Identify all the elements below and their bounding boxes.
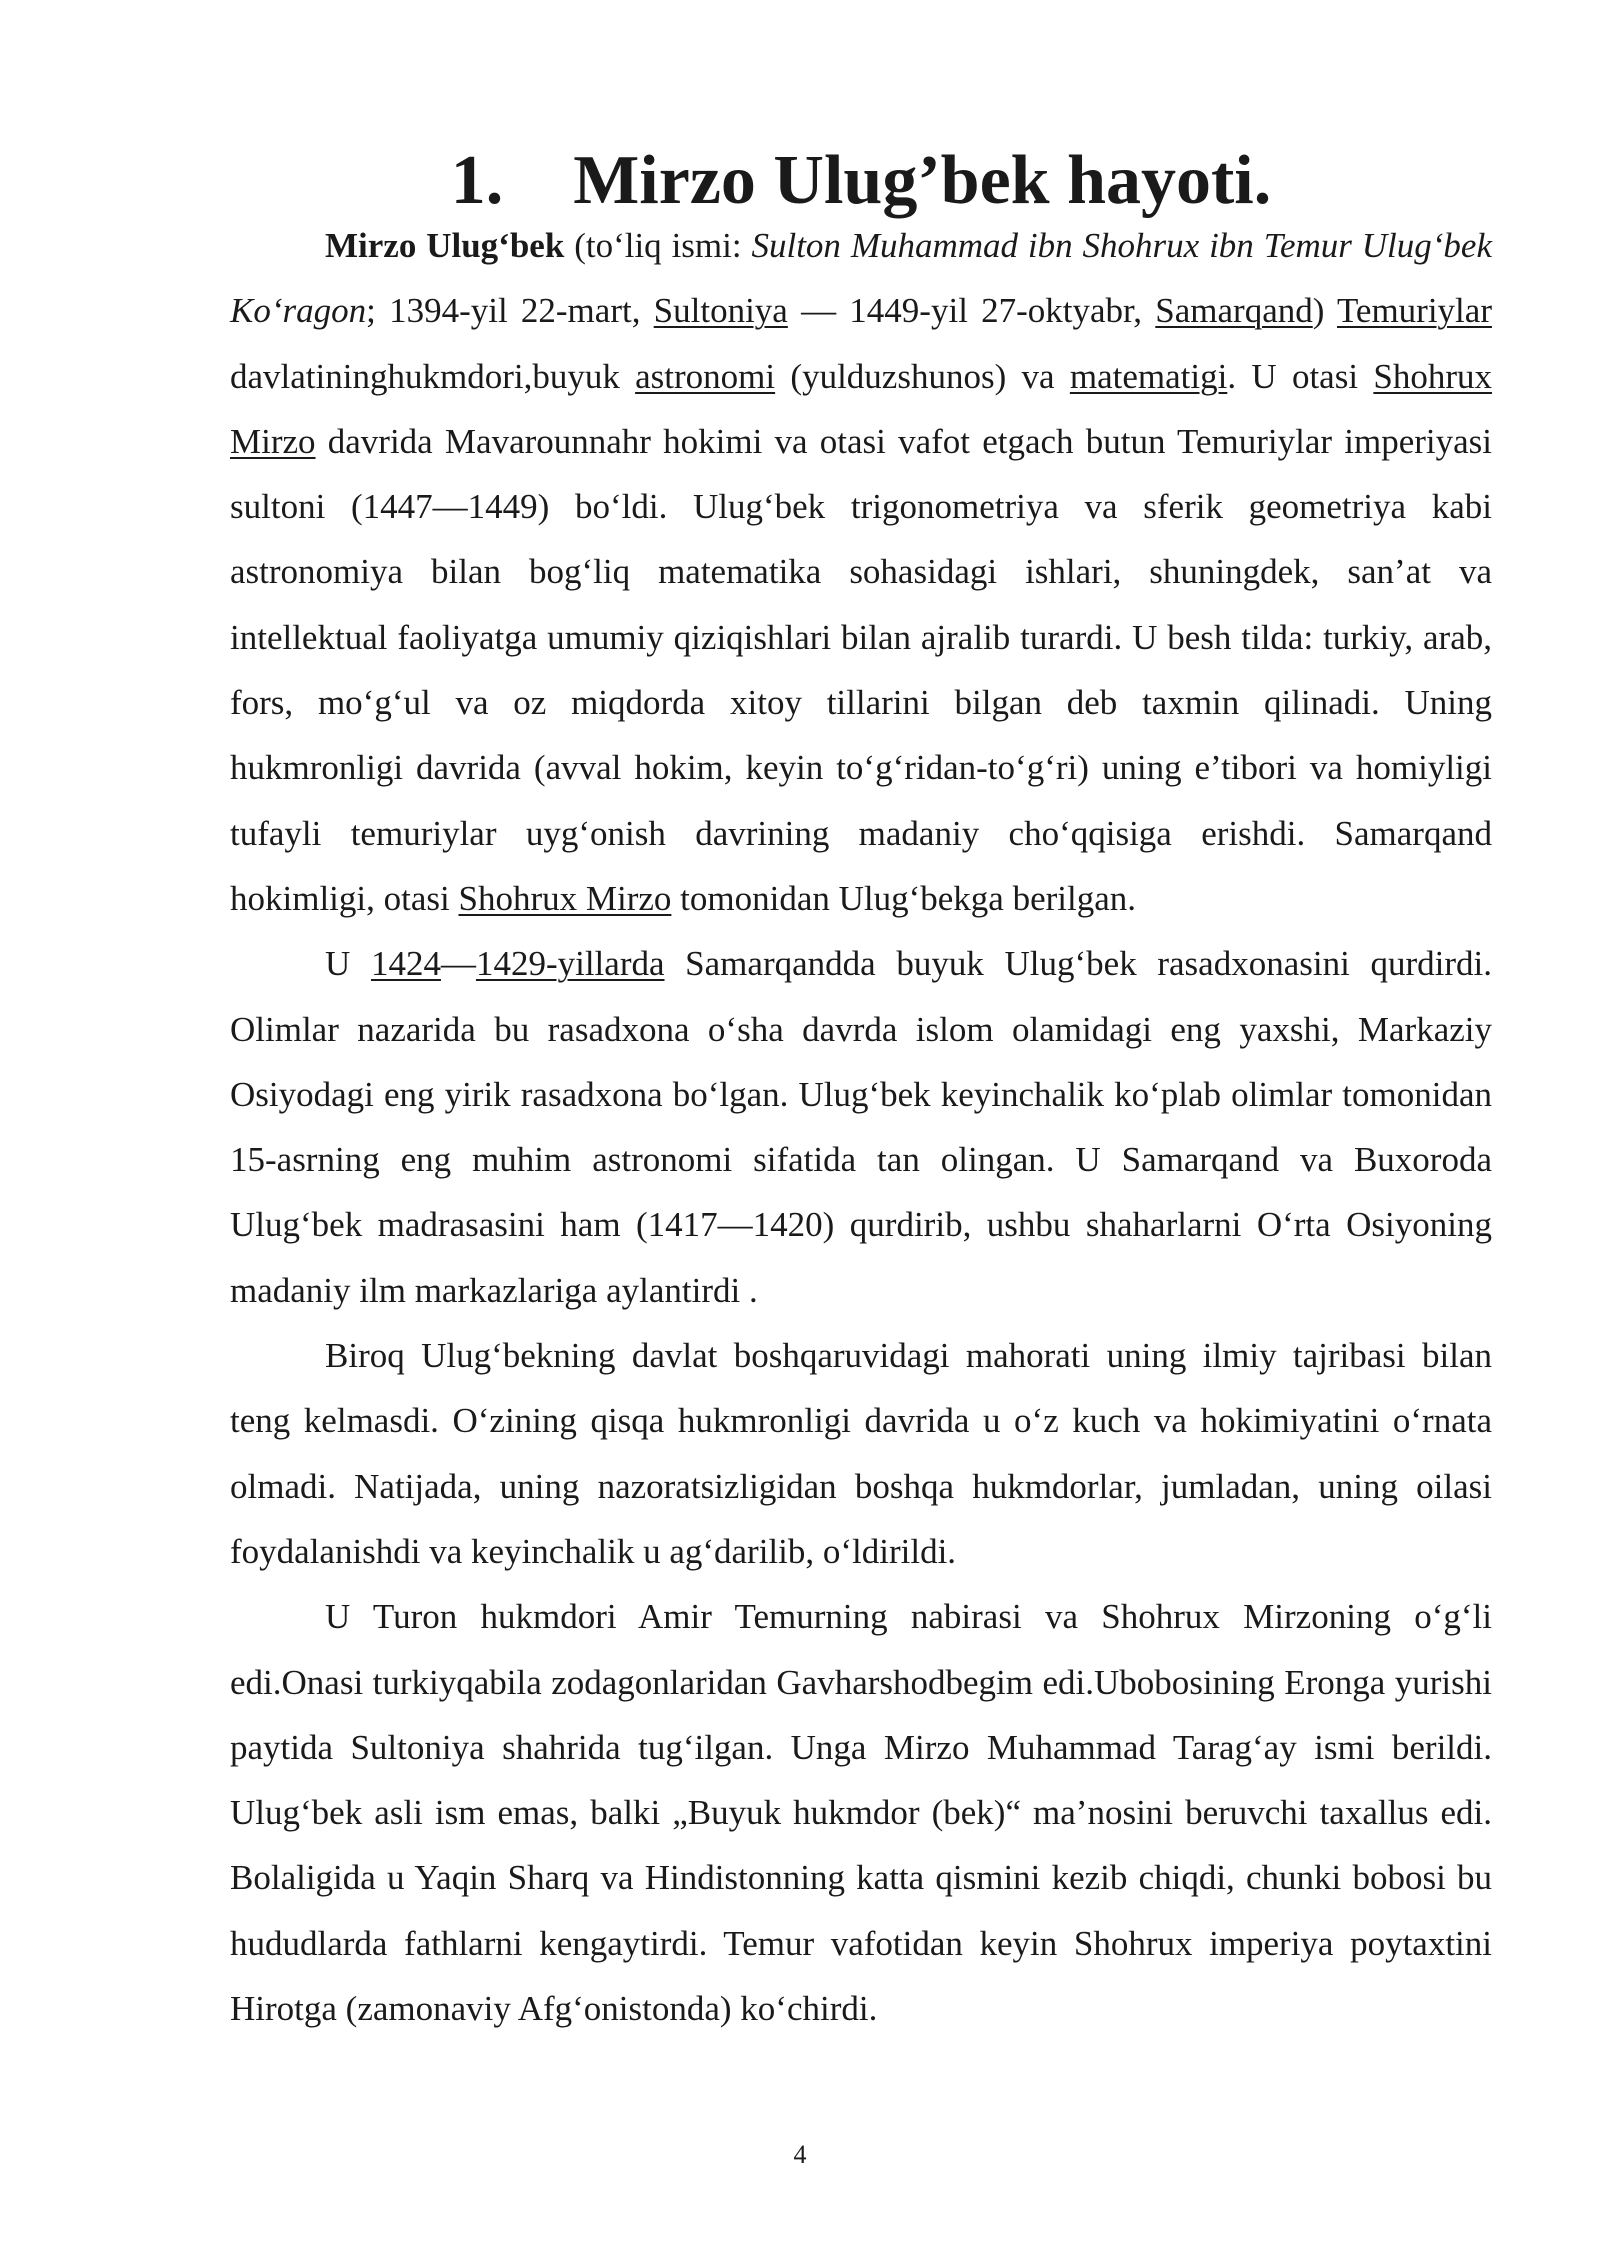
section-title: Mirzo Ulug’bek hayoti. — [573, 142, 1272, 219]
hyperlink[interactable]: 1424 — [370, 944, 441, 984]
section-number: 1. — [450, 142, 504, 219]
page-number: 4 — [793, 2140, 807, 2169]
text-run: tomonidan Ulug‘bekga berilgan. — [671, 878, 1136, 918]
text-run: U Turon hukmdori Amir Temurning nabirasi va Shohrux Mirzoning o‘g‘li edi.Onasi turkiyqabila zodagonlaridan Gavharshodbegim edi.Ubobosining Eronga yurishi paytida Sultoniya shahrida tug‘ilgan. Unga Mirzo Muhammad Tarag‘ay ismi berildi. Ulug‘bek asli ism emas, balki „Buyuk hukmdor (bek)“ ma’nosini beruvchi taxallus edi. Bolaligida u Yaqin Sharq va Hindistonning katta qismini kezib chiqdi, chunki bobosi bu hududlarda fathlarni kengaytirdi. Temur vafotidan keyin Shohrux imperiya poytaxtini Hirotga (zamonaviy Afg‘onistonda) ko‘chirdi. — [230, 1597, 1492, 2029]
italic-text: Sulton Muhammad ibn Shohrux ibn Temur Ulug‘bek Ko‘ragon — [230, 226, 1492, 331]
bold-text: Mirzo Ulug‘bek — [325, 226, 565, 265]
text-run: U — [325, 944, 371, 984]
text-run: Biroq Ulug‘bekning davlat boshqaruvidagi mahorati uning ilmiy tajribasi bilan teng kelmasdi. O‘zining qisqa hukmronligi davrida u o‘z kuch va hokimiyatini o‘rnata olmadi. Natijada, uning nazoratsizligidan boshqa hukmdorlar, jumladan, uning oilasi foydalanishdi va keyinchalik u ag‘darilib, o‘ldirildi. — [230, 1336, 1492, 1571]
text-run: — 1449-yil 27-oktyabr, — [787, 291, 1156, 331]
paragraph — [230, 931, 1492, 1323]
hyperlink[interactable]: Samarqand — [1155, 291, 1313, 331]
section-heading — [230, 142, 1492, 219]
text-run: davlatininghukmdori,buyuk — [230, 356, 636, 396]
hyperlink[interactable]: Shohrux Mirzo — [458, 878, 672, 918]
text-run: (yulduzshunos) va — [775, 356, 1070, 396]
paragraph — [230, 1323, 1492, 1584]
hyperlink[interactable]: Temuriylar — [1336, 291, 1492, 331]
text-run: — — [440, 944, 476, 984]
text-run: (to‘liq ismi: — [564, 226, 752, 265]
hyperlink[interactable]: Shohrux Mirzo — [230, 356, 1492, 461]
hyperlink[interactable]: Sultoniya — [653, 291, 788, 331]
text-run: ; 1394-yil 22-mart, — [366, 291, 654, 331]
paragraph — [230, 213, 1492, 931]
hyperlink[interactable]: 1429-yillarda — [475, 944, 665, 984]
hyperlink[interactable]: matematigi — [1069, 356, 1228, 396]
document-body — [230, 142, 1492, 2041]
text-run: . U otasi — [1227, 356, 1374, 396]
text-run: ) — [1312, 291, 1337, 331]
text-run: Samarqandda buyuk Ulug‘bek rasadxonasini qurdirdi. Olimlar nazarida bu rasadxona o‘sha davrda islom olamidagi eng yaxshi, Markaziy Osiyodagi eng yirik rasadxona bo‘lgan. Ulug‘bek keyinchalik ko‘plab olimlar tomonidan 15-asrning eng muhim astronomi sifatida tan olingan. U Samarqand va Buxoroda Ulug‘bek madrasasini ham (1417—1420) qurdirib, ushbu shaharlarni O‘rta Osiyoning madaniy ilm markazlariga aylantirdi . — [230, 944, 1492, 1310]
hyperlink[interactable]: astronomi — [635, 356, 776, 396]
text-run: davrida Mavarounnahr hokimi va otasi vafot etgach butun Temuriylar imperiyasi sultoni (1447—1449) bo‘ldi. Ulug‘bek trigonometriya va sferik geometriya kabi astronomiya bilan bog‘liq matematika sohasidagi ishlari, shuningdek, san’at va intellektual faoliyatga umumiy qiziqishlari bilan ajralib turardi. U besh tilda: turkiy, arab, fors, mo‘g‘ul va oz miqdorda xitoy tillarini bilgan deb taxmin qilinadi. Uning hukmronligi davrida (avval hokim, keyin to‘g‘ridan-to‘g‘ri) uning e’tibori va homiyligi tufayli temuriylar uyg‘onish davrining madaniy cho‘qqisiga erishdi. Samarqand hokimligi, otasi — [230, 421, 1492, 918]
paragraph — [230, 1584, 1492, 2041]
